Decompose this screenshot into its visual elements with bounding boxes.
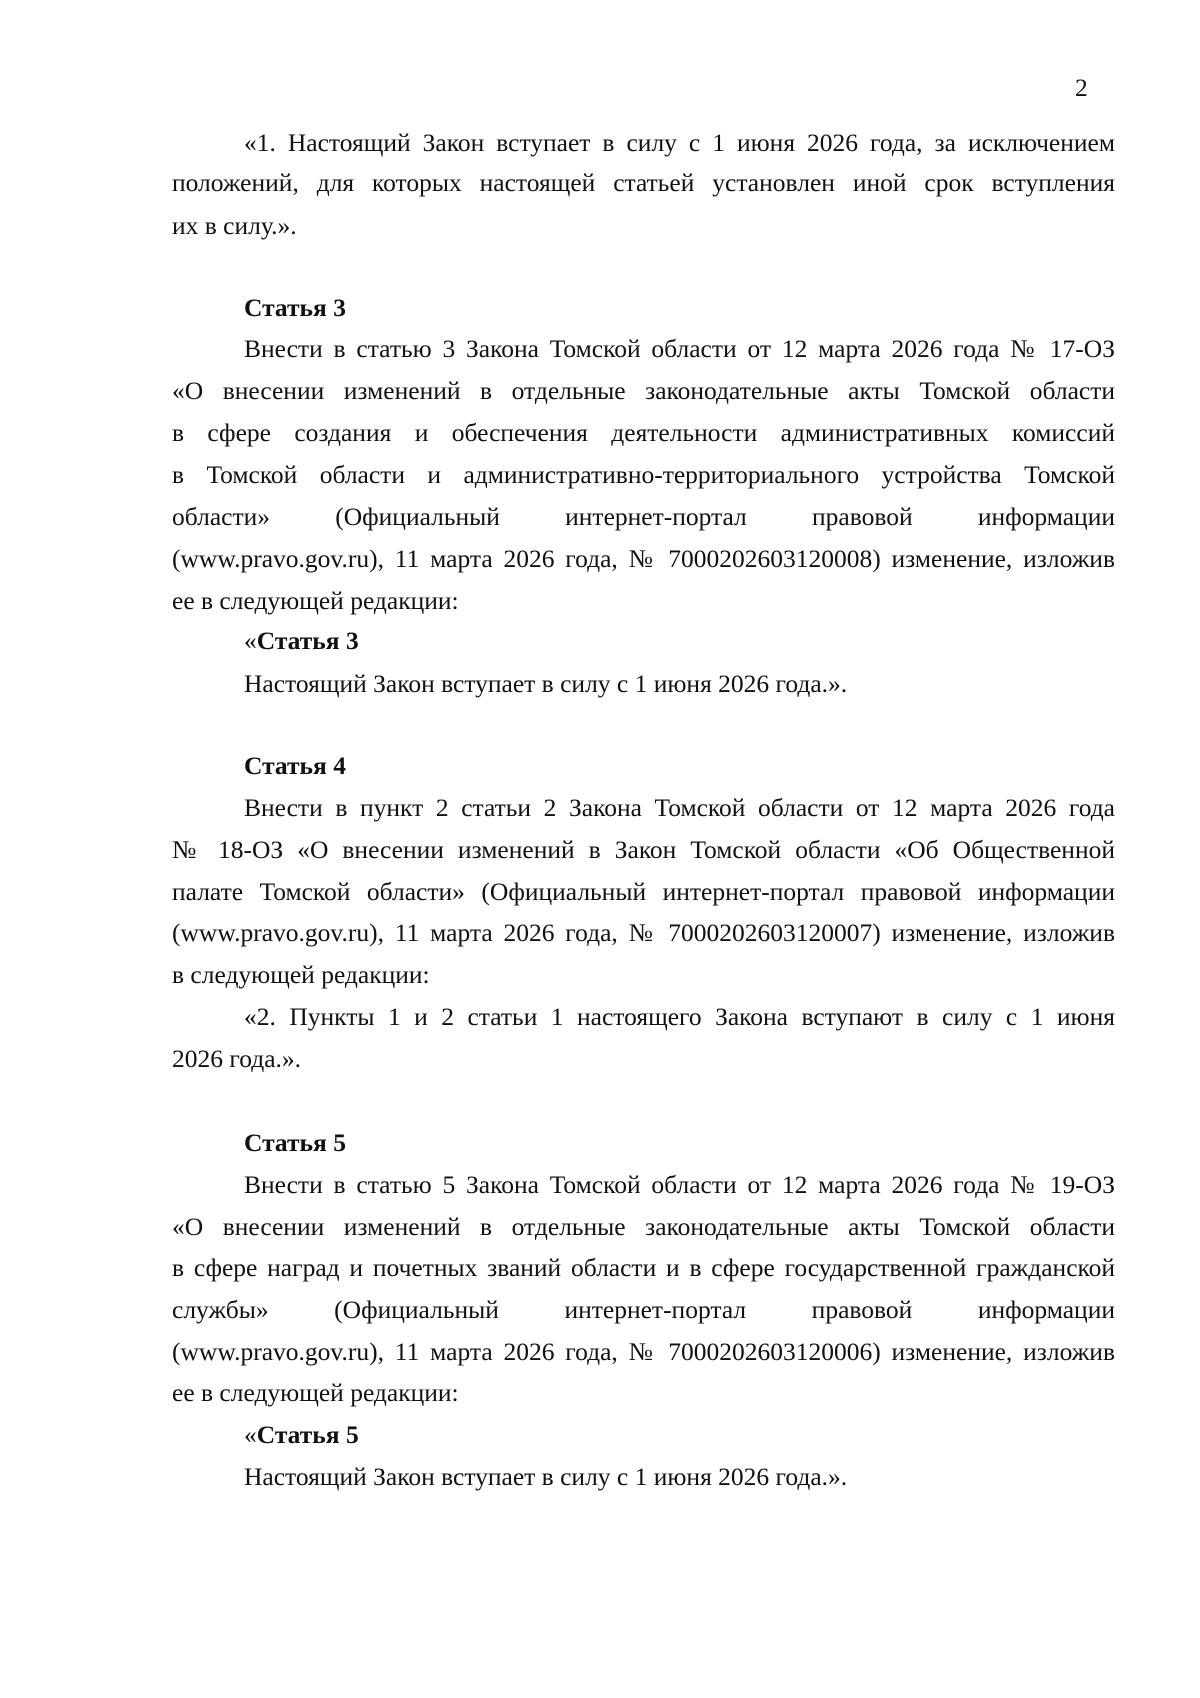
- paragraph-line: «1. Настоящий Закон вступает в силу с 1 июня 2026 года, за исключением: [244, 128, 1115, 157]
- article-heading: Статья 3: [244, 293, 346, 322]
- paragraph-line: положений, для которых настоящей статьей установлен иной срок вступления: [172, 168, 1115, 197]
- paragraph-line: «2. Пункты 1 и 2 статьи 1 настоящего Закона вступают в силу с 1 июня: [244, 1002, 1115, 1031]
- paragraph-line: в Томской области и административно-территориального устройства Томской: [172, 460, 1115, 489]
- paragraph-line: 2026 года.».: [172, 1044, 302, 1073]
- quoted-article-heading: «Статья 3: [244, 626, 359, 655]
- paragraph-line: службы» (Официальный интернет-портал правовой информации: [172, 1295, 1115, 1324]
- paragraph-line: «О внесении изменений в отдельные законодательные акты Томской области: [172, 376, 1115, 405]
- paragraph-line: Настоящий Закон вступает в силу с 1 июня 2026 года.».: [244, 669, 848, 698]
- paragraph-line: (www.pravo.gov.ru), 11 марта 2026 года, № 7000202603120006) изменение, изложив: [172, 1337, 1115, 1366]
- paragraph-line: ее в следующей редакции:: [172, 1378, 459, 1407]
- paragraph-line: области» (Официальный интернет-портал правовой информации: [172, 502, 1115, 531]
- page-number: 2: [1075, 73, 1088, 102]
- paragraph-line: Внести в пункт 2 статьи 2 Закона Томской области от 12 марта 2026 года: [244, 793, 1115, 822]
- paragraph-line: (www.pravo.gov.ru), 11 марта 2026 года, № 7000202603120008) изменение, изложив: [172, 544, 1115, 573]
- paragraph-line: «О внесении изменений в отдельные законодательные акты Томской области: [172, 1212, 1115, 1241]
- paragraph-line: Внести в статью 3 Закона Томской области от 12 марта 2026 года № 17-ОЗ: [244, 334, 1115, 363]
- article-heading: Статья 5: [244, 1128, 346, 1157]
- article-heading: Статья 4: [244, 751, 346, 780]
- paragraph-line: ее в следующей редакции:: [172, 586, 459, 615]
- paragraph-line: № 18-ОЗ «О внесении изменений в Закон Томской области «Об Общественной: [172, 835, 1115, 864]
- paragraph-line: в следующей редакции:: [172, 960, 430, 989]
- paragraph-line: (www.pravo.gov.ru), 11 марта 2026 года, № 7000202603120007) изменение, изложив: [172, 918, 1115, 947]
- paragraph-line: в сфере наград и почетных званий области и в сфере государственной гражданской: [172, 1253, 1115, 1282]
- paragraph-line: Внести в статью 5 Закона Томской области от 12 марта 2026 года № 19-ОЗ: [244, 1170, 1115, 1199]
- paragraph-line: в сфере создания и обеспечения деятельности административных комиссий: [172, 418, 1115, 447]
- quoted-article-heading: «Статья 5: [244, 1420, 359, 1449]
- paragraph-line: их в силу.».: [172, 211, 297, 240]
- paragraph-line: Настоящий Закон вступает в силу с 1 июня 2026 года.».: [244, 1462, 848, 1491]
- paragraph-line: палате Томской области» (Официальный интернет-портал правовой информации: [172, 877, 1115, 906]
